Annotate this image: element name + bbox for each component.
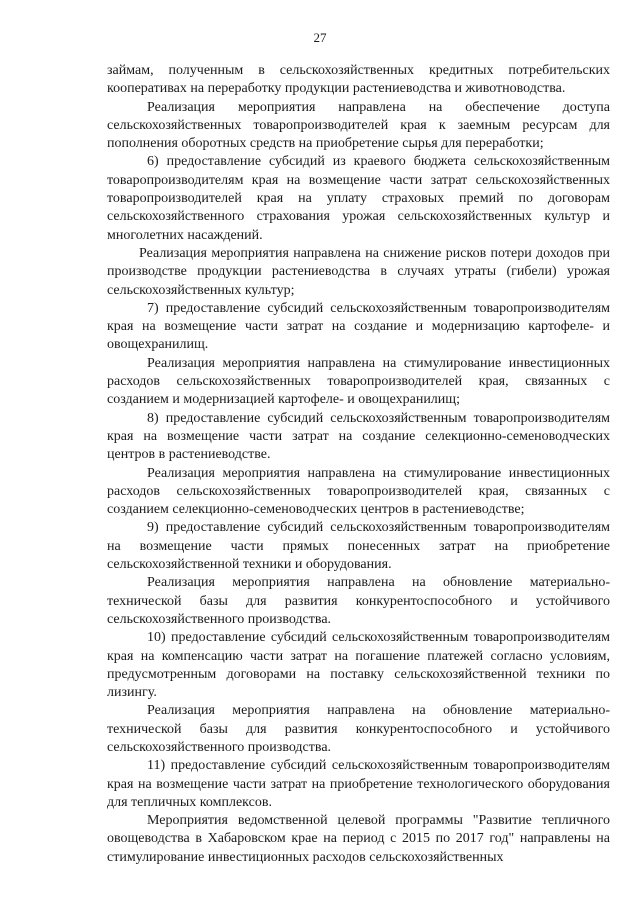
paragraph: Реализация мероприятия направлена на обеспечение доступа сельскохозяйственных товаропроизводителей края к заемным ресурсам для пополнения оборотных средств на приобретение сырья для переработки; [107,99,610,152]
paragraph: 11) предоставление субсидий сельскохозяйственным товаропроизводителям края на возмещение части затрат на приобретение технологического оборудования для тепличных комплексов. [107,758,610,810]
paragraph: 10) предоставление субсидий сельскохозяйственным товаропроизводителям края на компенсацию части затрат на погашение платежей согласно условиям, предусмотренным договорами на поставку сельскохозяйственной техники по лизингу. [107,630,610,701]
paragraph: 8) предоставление субсидий сельскохозяйственным товаропроизводителям края на возмещение части затрат на создание селекционно-семеноводческих центров в растениеводстве. [107,410,610,463]
paragraph: Реализация мероприятия направлена на обновление материально-технической базы для развития конкурентоспособного и устойчивого сельскохозяйственного производства. [107,703,610,755]
paragraph: Реализация мероприятия направлена на обновление материально-технической базы для развития конкурентоспособного и устойчивого сельскохозяйственного производства. [107,575,610,627]
paragraph: Мероприятия ведомственной целевой программы "Развитие тепличного овощеводства в Хабаровском крае на период с 2015 по 2017 год" направлены на стимулирование инвестиционных расходов сельскохозяйственных [107,813,610,865]
paragraph: Реализация мероприятия направлена на стимулирование инвестиционных расходов сельскохозяйственных товаропроизводителей края, связанных с созданием селекционно-семеноводческих центров в растениеводстве; [107,465,610,518]
paragraph: займам, полученным в сельскохозяйственных кредитных потребительских кооперативах на переработку продукции растениеводства и животноводства. [107,63,610,97]
paragraph: 6) предоставление субсидий из краевого бюджета сельскохозяйственным товаропроизводителям края на возмещение части затрат сельскохозяйственных товаропроизводителей края на уплату страховых премий по договорам сельскохозяйственного страхования урожая сельскохозяйственных культур и многолетних насаждений. [107,154,610,243]
document-body [107,62,610,867]
paragraph: Реализация мероприятия направлена на стимулирование инвестиционных расходов сельскохозяйственных товаропроизводителей края, связанных с созданием и модернизацией картофеле- и овощехранилищ; [107,355,610,408]
paragraph: 7) предоставление субсидий сельскохозяйственным товаропроизводителям края на возмещение части затрат на создание и модернизацию картофеле- и овощехранилищ. [107,300,610,353]
paragraph: Реализация мероприятия направлена на снижение рисков потери доходов при производстве продукции растениеводства в случаях утраты (гибели) урожая сельскохозяйственных культур; [107,245,610,298]
paragraph: 9) предоставление субсидий сельскохозяйственным товаропроизводителям на возмещение части прямых понесенных затрат на приобретение сельскохозяйственной техники и оборудования. [107,520,610,573]
page-number: 27 [313,30,327,45]
